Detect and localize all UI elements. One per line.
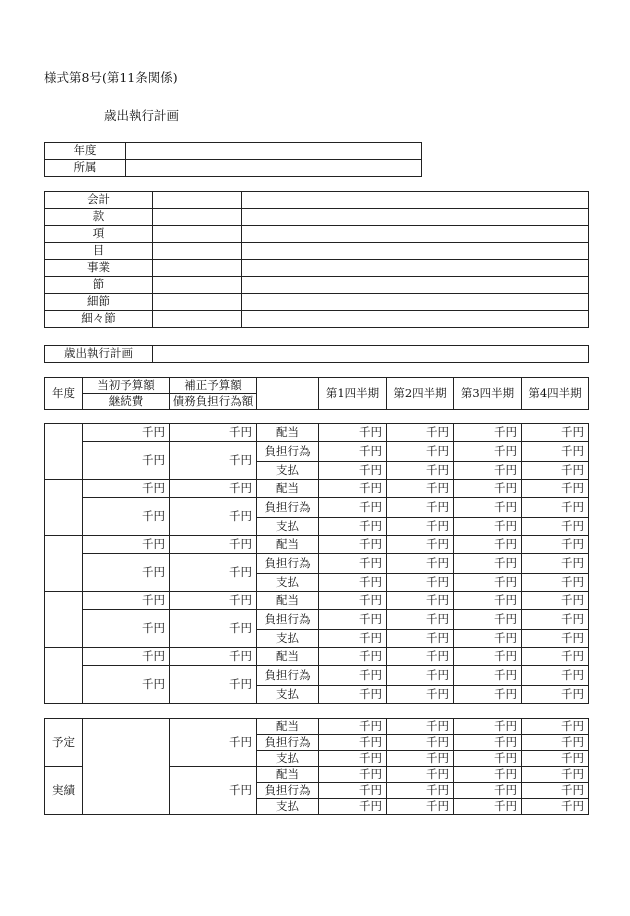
quarter-amount-cell[interactable]: 千円 (387, 783, 454, 799)
quarter-amount-cell[interactable]: 千円 (454, 799, 522, 815)
quarter-amount-cell[interactable]: 千円 (522, 610, 589, 630)
quarter-amount-cell[interactable]: 千円 (387, 630, 454, 648)
detail-row (45, 592, 589, 610)
kind-label: 支払 (257, 751, 319, 767)
account-code-field[interactable] (153, 260, 242, 277)
quarter-amount-cell[interactable]: 千円 (319, 462, 387, 480)
account-row (45, 277, 589, 294)
debt-burden-cell[interactable]: 千円 (170, 442, 257, 480)
debt-burden-cell[interactable]: 千円 (170, 498, 257, 536)
quarter-amount-cell[interactable]: 千円 (319, 554, 387, 574)
quarter-amount-cell[interactable]: 千円 (387, 574, 454, 592)
supplementary-budget-cell[interactable]: 千円 (170, 480, 257, 498)
debt-burden-cell[interactable]: 千円 (170, 666, 257, 704)
account-name-field[interactable] (242, 209, 589, 226)
quarter-amount-cell[interactable]: 千円 (454, 648, 522, 666)
quarter-amount-cell[interactable]: 千円 (387, 554, 454, 574)
account-code-field[interactable] (153, 192, 242, 209)
quarter-amount-cell[interactable]: 千円 (387, 424, 454, 442)
quarter-amount-cell[interactable]: 千円 (522, 767, 589, 783)
quarter-amount-cell[interactable]: 千円 (319, 610, 387, 630)
year-cell[interactable] (45, 592, 83, 648)
quarter-amount-cell[interactable]: 千円 (387, 462, 454, 480)
kind-label: 支払 (257, 518, 319, 536)
quarter-amount-cell[interactable]: 千円 (387, 686, 454, 704)
kind-label: 支払 (257, 799, 319, 815)
summary-row (45, 719, 589, 735)
plan-table (44, 345, 589, 363)
carryover-cell[interactable]: 千円 (83, 442, 170, 480)
kind-label: 負担行為 (257, 442, 319, 462)
kind-label: 負担行為 (257, 666, 319, 686)
quarter-amount-cell[interactable]: 千円 (522, 518, 589, 536)
quarter-amount-cell[interactable]: 千円 (387, 767, 454, 783)
quarter-amount-cell[interactable]: 千円 (319, 574, 387, 592)
kind-label: 支払 (257, 686, 319, 704)
year-cell[interactable] (45, 536, 83, 592)
kind-label: 配当 (257, 648, 319, 666)
quarter-amount-cell[interactable]: 千円 (387, 592, 454, 610)
quarter-amount-cell[interactable]: 千円 (319, 442, 387, 462)
year-field[interactable] (126, 143, 422, 160)
quarter-amount-cell[interactable]: 千円 (387, 610, 454, 630)
column-header-table (44, 377, 589, 410)
initial-budget-cell[interactable]: 千円 (83, 424, 170, 442)
kind-label: 負担行為 (257, 610, 319, 630)
account-code-field[interactable] (153, 294, 242, 311)
quarter-amount-cell[interactable]: 千円 (387, 666, 454, 686)
kind-label: 負担行為 (257, 554, 319, 574)
kind-label: 配当 (257, 536, 319, 554)
supplementary-budget-cell[interactable]: 千円 (170, 648, 257, 666)
quarter-amount-cell[interactable]: 千円 (387, 735, 454, 751)
kind-label: 配当 (257, 767, 319, 783)
quarter-amount-cell[interactable]: 千円 (522, 799, 589, 815)
quarter-amount-cell[interactable]: 千円 (319, 424, 387, 442)
quarter-amount-cell[interactable]: 千円 (387, 498, 454, 518)
quarter-amount-cell[interactable]: 千円 (319, 735, 387, 751)
page-title: 歳出執行計画 (104, 108, 180, 123)
quarter-amount-cell[interactable]: 千円 (454, 719, 522, 735)
kind-label: 配当 (257, 719, 319, 735)
account-name-field[interactable] (242, 277, 589, 294)
account-code-field[interactable] (153, 243, 242, 260)
quarter-amount-cell[interactable]: 千円 (319, 518, 387, 536)
quarter-amount-cell[interactable]: 千円 (522, 536, 589, 554)
carryover-cell[interactable]: 千円 (83, 554, 170, 592)
header-quarter-1: 第1四半期 (319, 378, 387, 410)
header-quarter-4: 第4四半期 (522, 378, 589, 410)
detail-row (45, 666, 589, 686)
header-initial-budget: 当初予算額 (83, 378, 170, 394)
account-row (45, 243, 589, 260)
summary-blank-cell (83, 719, 170, 815)
header-year: 年度 (45, 378, 83, 410)
header-carryover: 継続費 (83, 394, 170, 410)
carryover-cell[interactable]: 千円 (83, 666, 170, 704)
quarter-amount-cell[interactable]: 千円 (387, 480, 454, 498)
quarter-amount-cell[interactable]: 千円 (522, 630, 589, 648)
account-code-field[interactable] (153, 226, 242, 243)
quarter-amount-cell[interactable]: 千円 (387, 648, 454, 666)
kind-label: 支払 (257, 574, 319, 592)
quarter-amount-cell[interactable]: 千円 (522, 480, 589, 498)
quarter-amount-cell[interactable]: 千円 (454, 592, 522, 610)
quarter-amount-cell[interactable]: 千円 (522, 751, 589, 767)
department-label: 所属 (45, 160, 126, 177)
quarter-amount-cell[interactable]: 千円 (522, 554, 589, 574)
year-cell[interactable] (45, 424, 83, 480)
quarter-amount-cell[interactable]: 千円 (454, 442, 522, 462)
quarter-amount-cell[interactable]: 千円 (387, 518, 454, 536)
quarter-amount-cell[interactable]: 千円 (522, 424, 589, 442)
summary-table (44, 718, 589, 815)
account-name-field[interactable] (242, 243, 589, 260)
account-row (45, 260, 589, 277)
account-field-label: 事業 (45, 260, 153, 277)
quarter-amount-cell[interactable]: 千円 (522, 783, 589, 799)
quarter-amount-cell[interactable]: 千円 (522, 735, 589, 751)
quarter-amount-cell[interactable]: 千円 (522, 592, 589, 610)
account-row (45, 294, 589, 311)
debt-burden-cell[interactable]: 千円 (170, 610, 257, 648)
carryover-cell[interactable]: 千円 (83, 498, 170, 536)
account-field-label: 会計 (45, 192, 153, 209)
account-name-field[interactable] (242, 294, 589, 311)
quarter-amount-cell[interactable]: 千円 (454, 610, 522, 630)
quarter-amount-cell[interactable]: 千円 (454, 574, 522, 592)
account-code-field[interactable] (153, 209, 242, 226)
supplementary-budget-cell[interactable]: 千円 (170, 536, 257, 554)
department-field[interactable] (126, 160, 422, 177)
account-code-field[interactable] (153, 277, 242, 294)
quarter-amount-cell[interactable]: 千円 (454, 735, 522, 751)
quarter-amount-cell[interactable]: 千円 (454, 751, 522, 767)
header-kind-blank (257, 378, 319, 410)
quarter-amount-cell[interactable]: 千円 (454, 630, 522, 648)
header-debt-burden: 債務負担行為額 (170, 394, 257, 410)
account-name-field[interactable] (242, 192, 589, 209)
account-table (44, 191, 589, 328)
quarter-amount-cell[interactable]: 千円 (319, 719, 387, 735)
account-field-label: 款 (45, 209, 153, 226)
account-row (45, 226, 589, 243)
header-quarter-2: 第2四半期 (387, 378, 454, 410)
quarter-amount-cell[interactable]: 千円 (319, 666, 387, 686)
quarter-amount-cell[interactable]: 千円 (319, 498, 387, 518)
quarter-amount-cell[interactable]: 千円 (319, 783, 387, 799)
detail-row (45, 424, 589, 442)
quarter-amount-cell[interactable]: 千円 (454, 518, 522, 536)
quarter-amount-cell[interactable]: 千円 (387, 442, 454, 462)
account-field-label: 目 (45, 243, 153, 260)
quarter-amount-cell[interactable]: 千円 (522, 719, 589, 735)
quarter-amount-cell[interactable]: 千円 (454, 666, 522, 686)
detail-row (45, 536, 589, 554)
summary-planned-label: 予定 (45, 719, 83, 767)
account-code-field[interactable] (153, 311, 242, 328)
summary-total-cell[interactable]: 千円 (170, 767, 257, 815)
debt-burden-cell[interactable]: 千円 (170, 554, 257, 592)
kind-label: 配当 (257, 592, 319, 610)
quarter-amount-cell[interactable]: 千円 (522, 574, 589, 592)
quarter-amount-cell[interactable]: 千円 (319, 480, 387, 498)
quarter-amount-cell[interactable]: 千円 (454, 462, 522, 480)
quarter-amount-cell[interactable]: 千円 (387, 799, 454, 815)
kind-label: 負担行為 (257, 735, 319, 751)
quarter-amount-cell[interactable]: 千円 (454, 424, 522, 442)
header-supplementary-budget: 補正予算額 (170, 378, 257, 394)
account-row (45, 192, 589, 209)
kind-label: 負担行為 (257, 498, 319, 518)
quarter-amount-cell[interactable]: 千円 (454, 536, 522, 554)
quarter-amount-cell[interactable]: 千円 (319, 630, 387, 648)
carryover-cell[interactable]: 千円 (83, 610, 170, 648)
quarter-amount-cell[interactable]: 千円 (454, 498, 522, 518)
header-quarter-3: 第3四半期 (454, 378, 522, 410)
summary-actual-label: 実績 (45, 767, 83, 815)
account-row (45, 209, 589, 226)
initial-budget-cell[interactable]: 千円 (83, 480, 170, 498)
plan-field[interactable] (153, 346, 589, 363)
detail-row (45, 442, 589, 462)
form-number: 様式第8号(第11条関係) (44, 70, 178, 85)
account-name-field[interactable] (242, 311, 589, 328)
detail-row (45, 610, 589, 630)
year-label: 年度 (45, 143, 126, 160)
supplementary-budget-cell[interactable]: 千円 (170, 592, 257, 610)
year-cell[interactable] (45, 480, 83, 536)
detail-row (45, 648, 589, 666)
plan-label: 歳出執行計画 (45, 346, 153, 363)
quarter-amount-cell[interactable]: 千円 (454, 480, 522, 498)
quarter-amount-cell[interactable]: 千円 (522, 686, 589, 704)
kind-label: 配当 (257, 424, 319, 442)
quarter-amount-cell[interactable]: 千円 (387, 536, 454, 554)
year-detail-table (44, 423, 589, 704)
account-field-label: 細々節 (45, 311, 153, 328)
initial-budget-cell[interactable]: 千円 (83, 648, 170, 666)
quarter-amount-cell[interactable]: 千円 (454, 767, 522, 783)
detail-row (45, 480, 589, 498)
account-row (45, 311, 589, 328)
quarter-amount-cell[interactable]: 千円 (454, 686, 522, 704)
detail-row (45, 554, 589, 574)
quarter-amount-cell[interactable]: 千円 (319, 686, 387, 704)
quarter-amount-cell[interactable]: 千円 (522, 648, 589, 666)
quarter-amount-cell[interactable]: 千円 (319, 767, 387, 783)
summary-total-cell[interactable]: 千円 (170, 719, 257, 767)
quarter-amount-cell[interactable]: 千円 (319, 648, 387, 666)
quarter-amount-cell[interactable]: 千円 (387, 719, 454, 735)
account-name-field[interactable] (242, 226, 589, 243)
kind-label: 支払 (257, 462, 319, 480)
year-cell[interactable] (45, 648, 83, 704)
quarter-amount-cell[interactable]: 千円 (319, 592, 387, 610)
account-field-label: 項 (45, 226, 153, 243)
basic-info-table (44, 142, 422, 177)
detail-row (45, 498, 589, 518)
quarter-amount-cell[interactable]: 千円 (522, 442, 589, 462)
kind-label: 負担行為 (257, 783, 319, 799)
quarter-amount-cell[interactable]: 千円 (319, 799, 387, 815)
account-field-label: 節 (45, 277, 153, 294)
quarter-amount-cell[interactable]: 千円 (454, 783, 522, 799)
quarter-amount-cell[interactable]: 千円 (319, 536, 387, 554)
account-field-label: 細節 (45, 294, 153, 311)
quarter-amount-cell[interactable]: 千円 (319, 751, 387, 767)
quarter-amount-cell[interactable]: 千円 (522, 666, 589, 686)
kind-label: 支払 (257, 630, 319, 648)
initial-budget-cell[interactable]: 千円 (83, 536, 170, 554)
quarter-amount-cell[interactable]: 千円 (522, 462, 589, 480)
quarter-amount-cell[interactable]: 千円 (454, 554, 522, 574)
account-name-field[interactable] (242, 260, 589, 277)
kind-label: 配当 (257, 480, 319, 498)
quarter-amount-cell[interactable]: 千円 (522, 498, 589, 518)
initial-budget-cell[interactable]: 千円 (83, 592, 170, 610)
quarter-amount-cell[interactable]: 千円 (387, 751, 454, 767)
supplementary-budget-cell[interactable]: 千円 (170, 424, 257, 442)
